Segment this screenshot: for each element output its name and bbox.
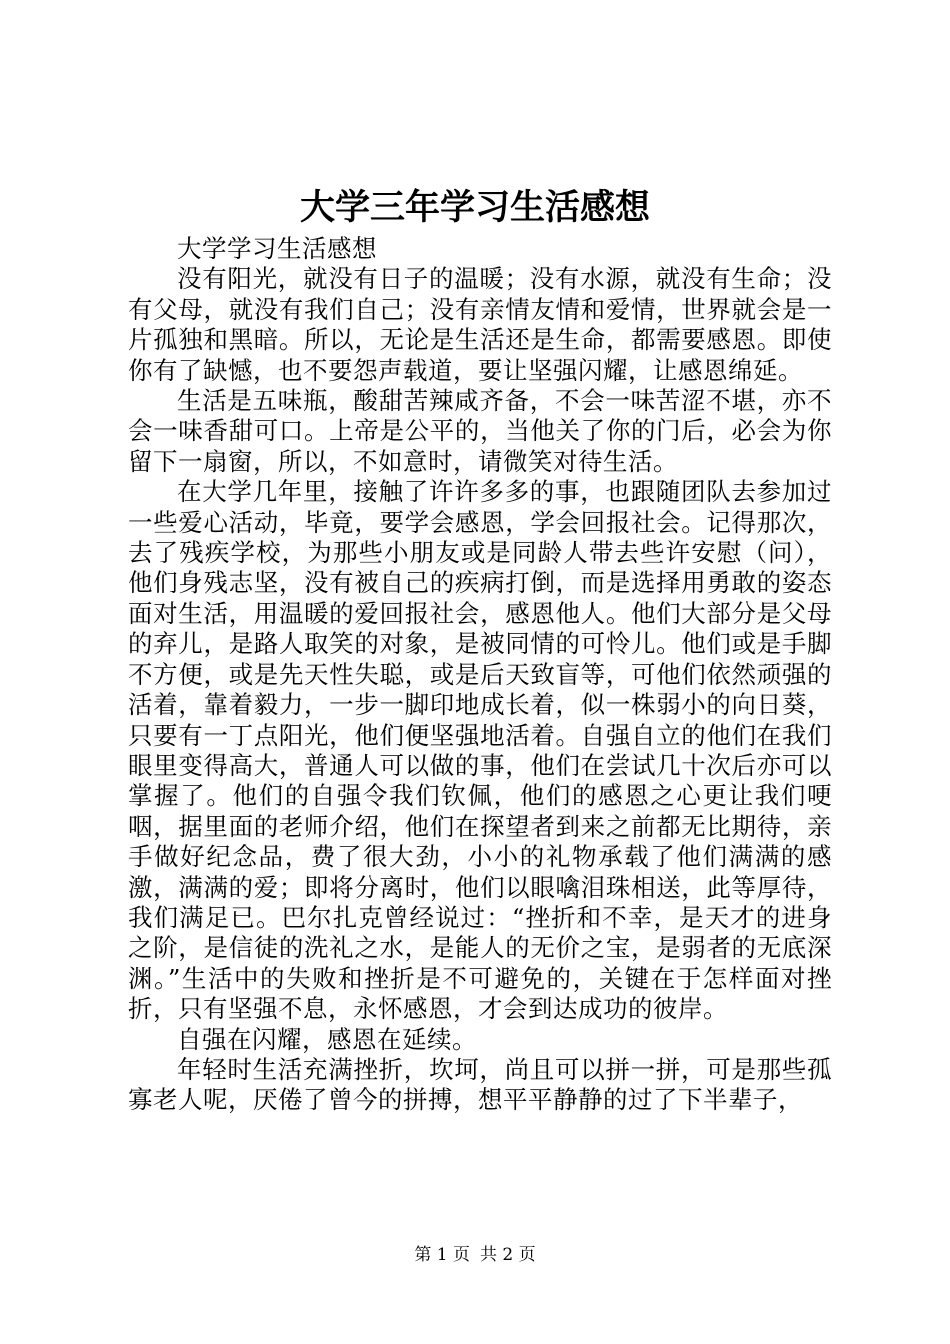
page-footer: [0, 1242, 950, 1268]
document-title: 大学三年学习生活感想: [299, 187, 650, 228]
page-number: 第 1 页: [414, 1245, 470, 1265]
document-body: [128, 234, 832, 1116]
paragraph: 自强在闪耀，感恩在延续。: [177, 1024, 477, 1054]
paragraph: 在大学几年里，接触了许许多多的事，也跟随团队去参加过一些爱心活动，毕竟，要学会感恩，学会回报社会。记得那次，去了残疾学校，为那些小朋友或是同龄人带去些许安慰（问），他们身残志坚，没有被自己的疾病打倒，而是选择用勇敢的姿态面对生活，用温暖的爱回报社会，感恩他人。他们大部分是父母的弃儿，是路人取笑的对象，是被同情的可怜儿。他们或是手脚不方便，或是先天性失聪，或是后天致盲等，可他们依然顽强的活着，靠着毅力，一步一脚印地成长着，似一株弱小的向日葵，只要有一丁点阳光，他们便坚强地活着。自强自立的他们在我们眼里变得高大，普通人可以做的事，他们在尝试几十次后亦可以掌握了。他们的自强令我们钦佩，他们的感恩之心更让我们哽咽，据里面的老师介绍，他们在探望者到来之前都无比期待，亲手做好纪念品，费了很大劲，小小的礼物承载了他们满满的感激，满满的爱；即将分离时，他们以眼噙泪珠相送，此等厚待，我们满足已。巴尔扎克曾经说过：“挫折和不幸，是天才的进身之阶，是信徒的洗礼之水，是能人的无价之宝，是弱者的无底深渊。”生活中的失败和挫折是不可避免的，关键在于怎样面对挫折，只有坚强不息，永怀感恩，才会到达成功的彼岸。: [128, 477, 832, 1024]
paragraph-subtitle: 大学学习生活感想: [177, 234, 377, 263]
paragraph: 没有阳光，就没有日子的温暖；没有水源，就没有生命；没有父母，就没有我们自己；没有亲情友情和爱情，世界就会是一片孤独和黑暗。所以，无论是生活还是生命，都需要感恩。即使你有了缺憾，也不要怨声载道，要让坚强闪耀，让感恩绵延。: [128, 264, 832, 385]
paragraph: 生活是五味瓶，酸甜苦辣咸齐备，不会一味苦涩不堪，亦不会一味香甜可口。上帝是公平的，当他关了你的门后，必会为你留下一扇窗，所以，不如意时，请微笑对待生活。: [128, 386, 832, 476]
paragraph: 年轻时生活充满挫折，坎坷，尚且可以拼一拼，可是那些孤寡老人呢，厌倦了曾今的拼搏，想平平静静的过了下半辈子，: [128, 1054, 832, 1115]
page-total: 共 2 页: [480, 1245, 536, 1265]
